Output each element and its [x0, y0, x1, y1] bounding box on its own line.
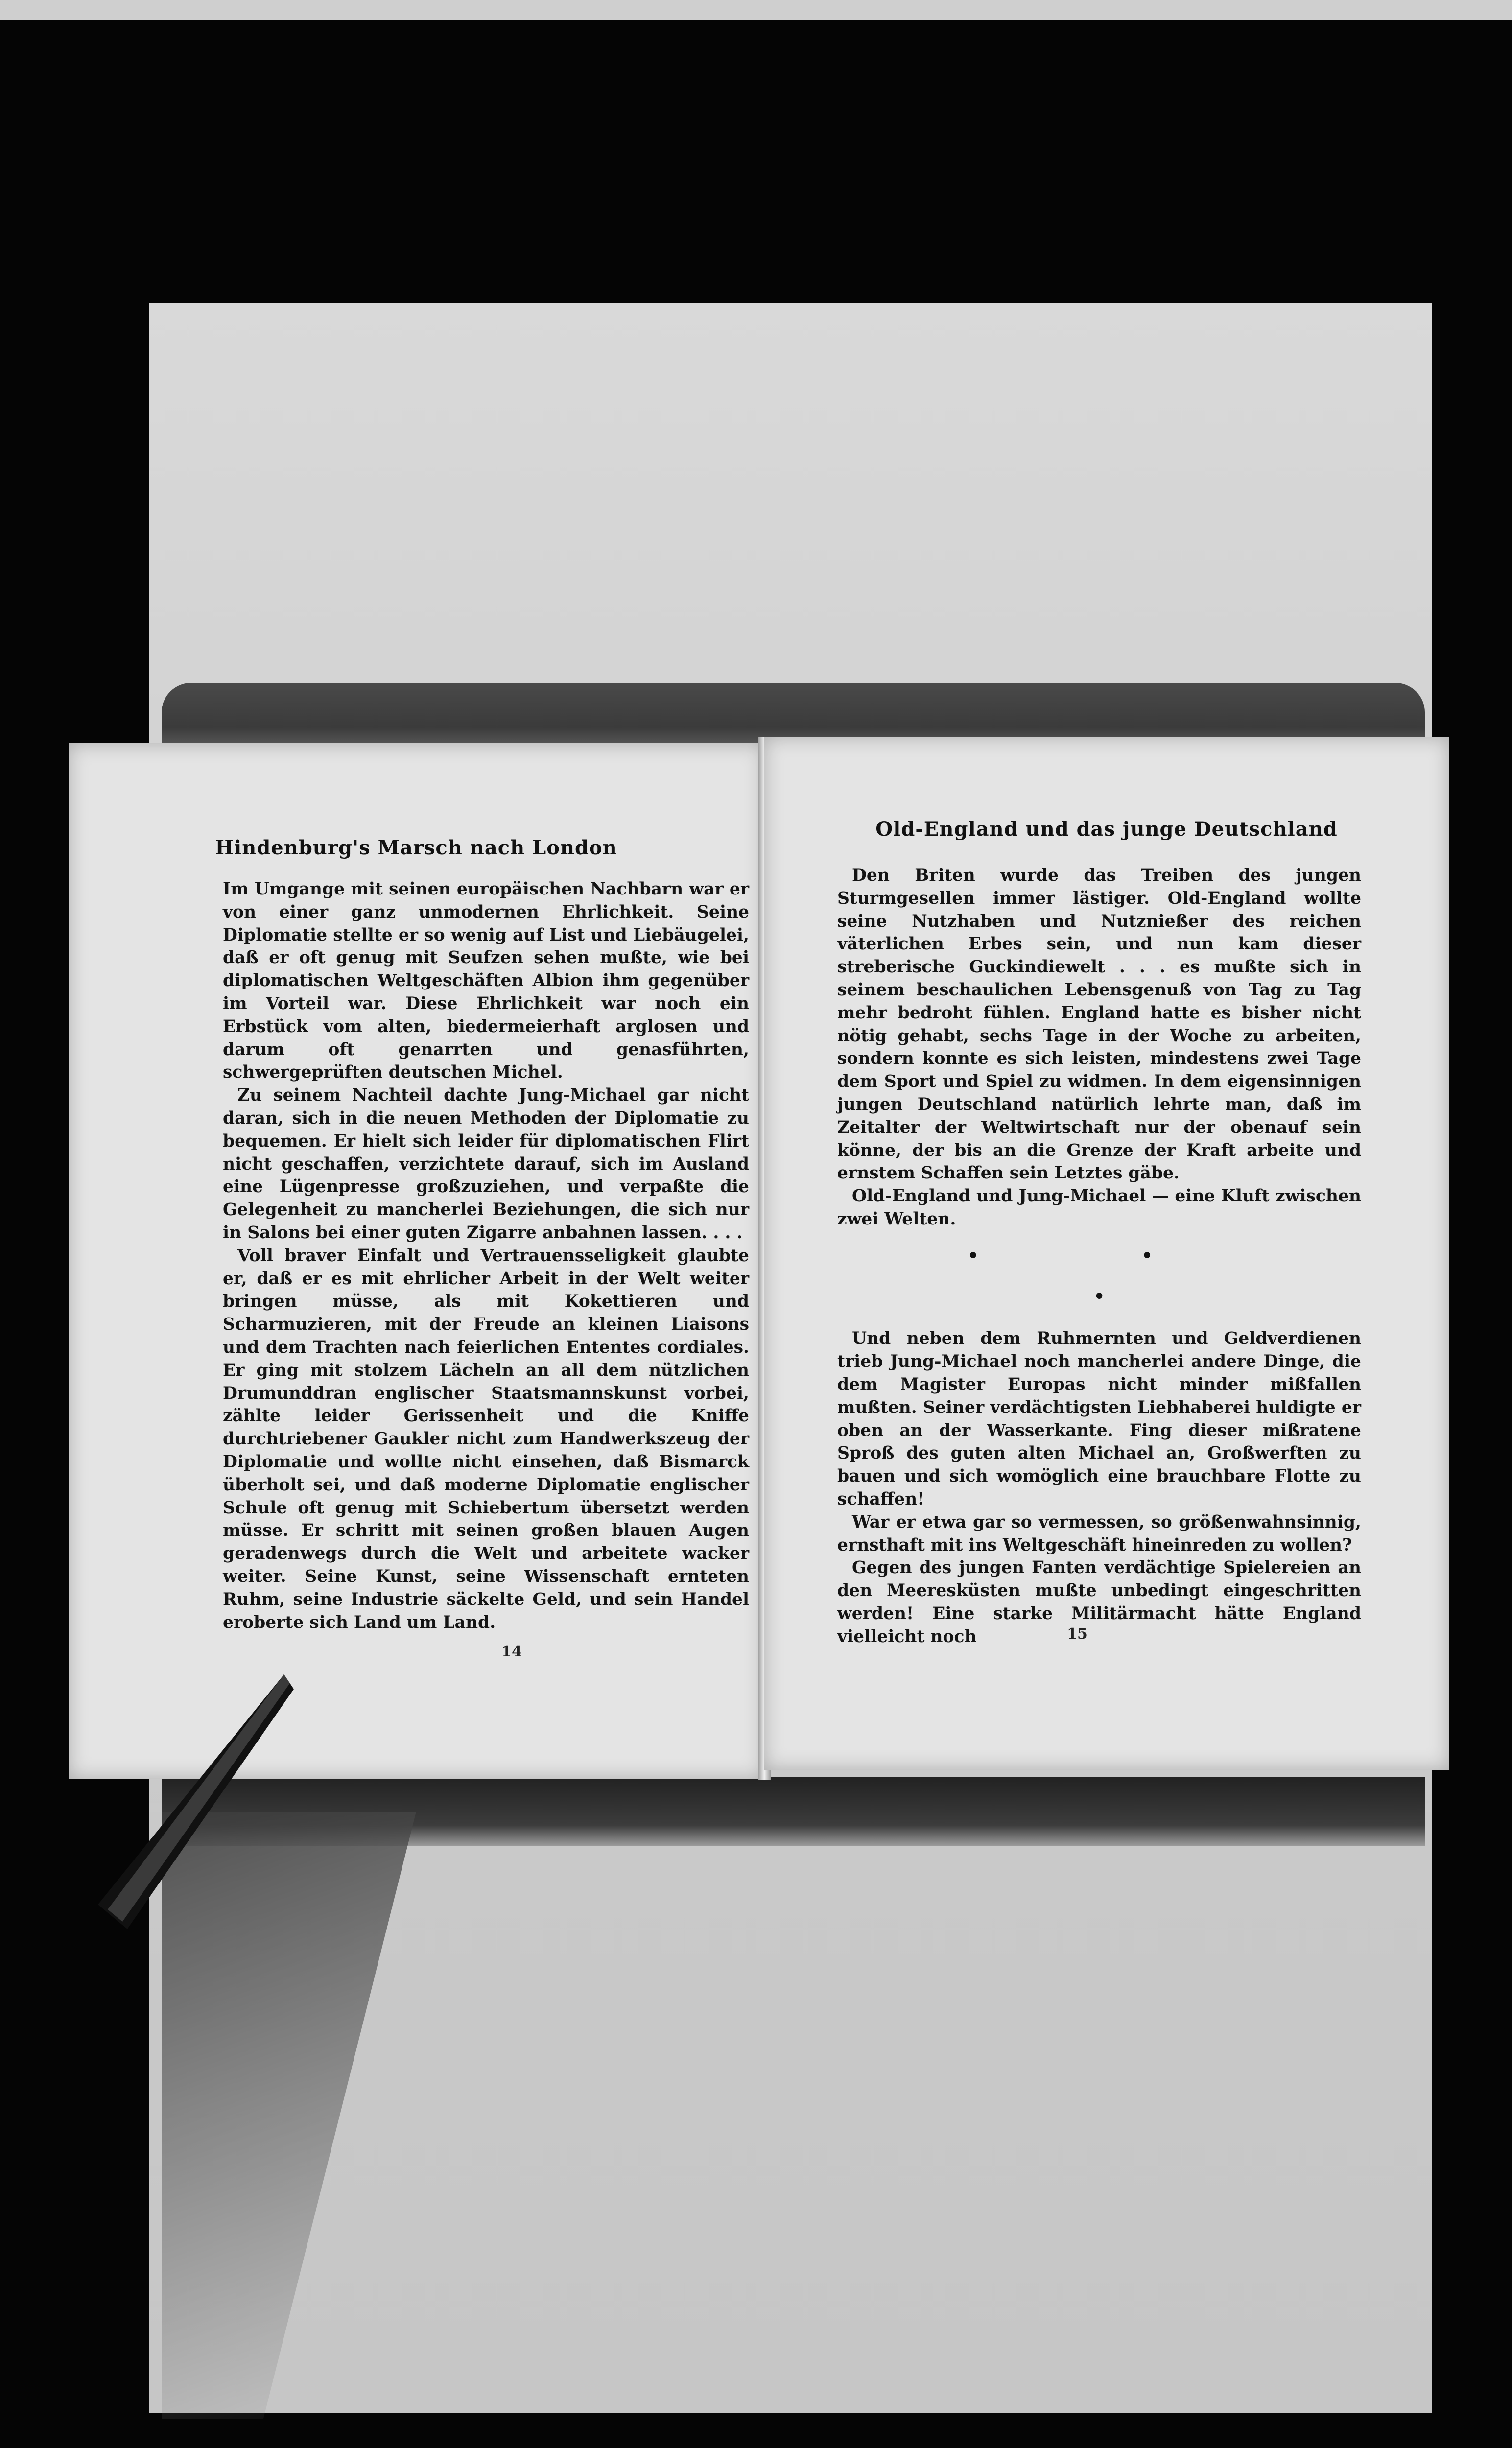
right-paragraph: Den Briten wurde das Treiben des jungen Sturmgesellen immer lästiger. Old-England wollte seine Nutzhaben und Nutznießer des reichen väterlichen Erbes sein, und nun kam dieser streberische Guckindiewelt . . . es mußte sich in seinem beschaulichen Lebensgenuß von Tag zu Tag mehr bedroht fühlen. England hatte es bisher nicht nötig gehabt, sechs Tage in der Woche zu arbeiten, sondern konnte es sich leisten, mindestens zwei Tage dem Sport und Spiel zu widmen. In dem eigensinnigen jungen Deutschland natürlich lehrte man, daß im Zeitalter der Weltwirtschaft nur der obenauf sein könne, der bis an die Grenze der Kraft arbeite und ernstem Schaffen sein Letztes gäbe. [837, 866, 1361, 1183]
left-running-head: Hindenburg's Marsch nach London [215, 836, 617, 859]
left-page [69, 743, 764, 1779]
scanner-top-strip [0, 0, 1512, 20]
left-paragraph: Voll braver Einfalt und Vertrauensseligkeit glaubte er, daß er es mit ehrlicher Arbeit in der Welt weiter bringen müsse, als mit Kokettieren und Scharmuzieren, mit der Freude an kleinen Liaisons und dem Trachten nach feierlichen Ententes cordiales. Er ging mit stolzem Lächeln an all dem nützlichen Drumunddran englischer Staatsmannskunst vorbei, zählte leider Gerissenheit und die Kniffe durchtriebener Gaukler nicht zum Handwerkszeug der Diplomatie und wollte nicht einsehen, daß Bismarck überholt sei, und daß moderne Diplomatie englischer Schule oft genug mit Schiebertum übersetzt werden müsse. Er schritt mit seinen großen blauen Augen geradenwegs durch die Welt und arbeitete wacker weiter. Seine Kunst, seine Wissenschaft ernteten Ruhm, seine Industrie säckelte Geld, und sein Handel eroberte sich Land um Land. [223, 1246, 749, 1632]
left-paragraph: Zu seinem Nachteil dachte Jung-Michael gar nicht daran, sich in die neuen Methoden der Diplomatie zu bequemen. Er hielt sich leider für diplomatischen Flirt nicht geschaffen, verzichtete darauf, sich im Ausland eine Lügenpresse großzuziehen, und verpaßte die Gelegenheit zu mancherlei Beziehungen, die sich nur in Salons bei einer guten Zigarre anbahnen lassen. . . . [223, 1085, 749, 1243]
right-page-number: 15 [1067, 1625, 1087, 1643]
right-page [764, 737, 1449, 1770]
right-page-body [837, 864, 1361, 1648]
section-separator-second: • [1093, 1286, 1105, 1307]
right-paragraph: War er etwa gar so vermessen, so größenwahnsinnig, ernsthaft mit ins Weltgeschäft hineinreden zu wollen? [837, 1512, 1361, 1555]
right-paragraph: Old-England und Jung-Michael — eine Kluft zwischen zwei Welten. [837, 1186, 1361, 1229]
section-separator: • • [967, 1245, 1231, 1266]
right-running-head: Old-England und das junge Deutschland [875, 818, 1338, 841]
letter-opener-blade [69, 1674, 294, 1929]
left-paragraph: Im Umgange mit seinen europäischen Nachbarn war er von einer ganz unmodernen Ehrlichkeit. Seine Diplomatie stellte er so wenig auf List und Liebäugelei, daß er oft genug mit Seufzen sehen mußte, wie bei diplomatischen Weltgeschäften Albion ihm gegenüber im Vorteil war. Diese Ehrlichkeit war noch ein Erbstück vom alten, biedermeierhaft arglosen und darum oft genarrten und genasführten, schwergeprüften deutschen Michel. [223, 879, 749, 1083]
left-page-body [223, 878, 749, 1634]
left-page-number: 14 [501, 1643, 522, 1660]
right-paragraph: Und neben dem Ruhmernten und Geldverdienen trieb Jung-Michael noch mancherlei andere Dinge, die dem Magister Europas nicht minder mißfallen mußten. Seiner verdächtigsten Liebhaberei huldigte er oben an der Wasserkante. Fing dieser mißratene Sproß des guten alten Michael an, Großwerften zu bauen und sich womöglich eine brauchbare Flotte zu schaffen! [837, 1329, 1361, 1509]
right-paragraph: Gegen des jungen Fanten verdächtige Spielereien an den Meeresküsten mußte unbedingt eingeschritten werden! Eine starke Militärmacht hätte England vielleicht noch [837, 1558, 1361, 1647]
